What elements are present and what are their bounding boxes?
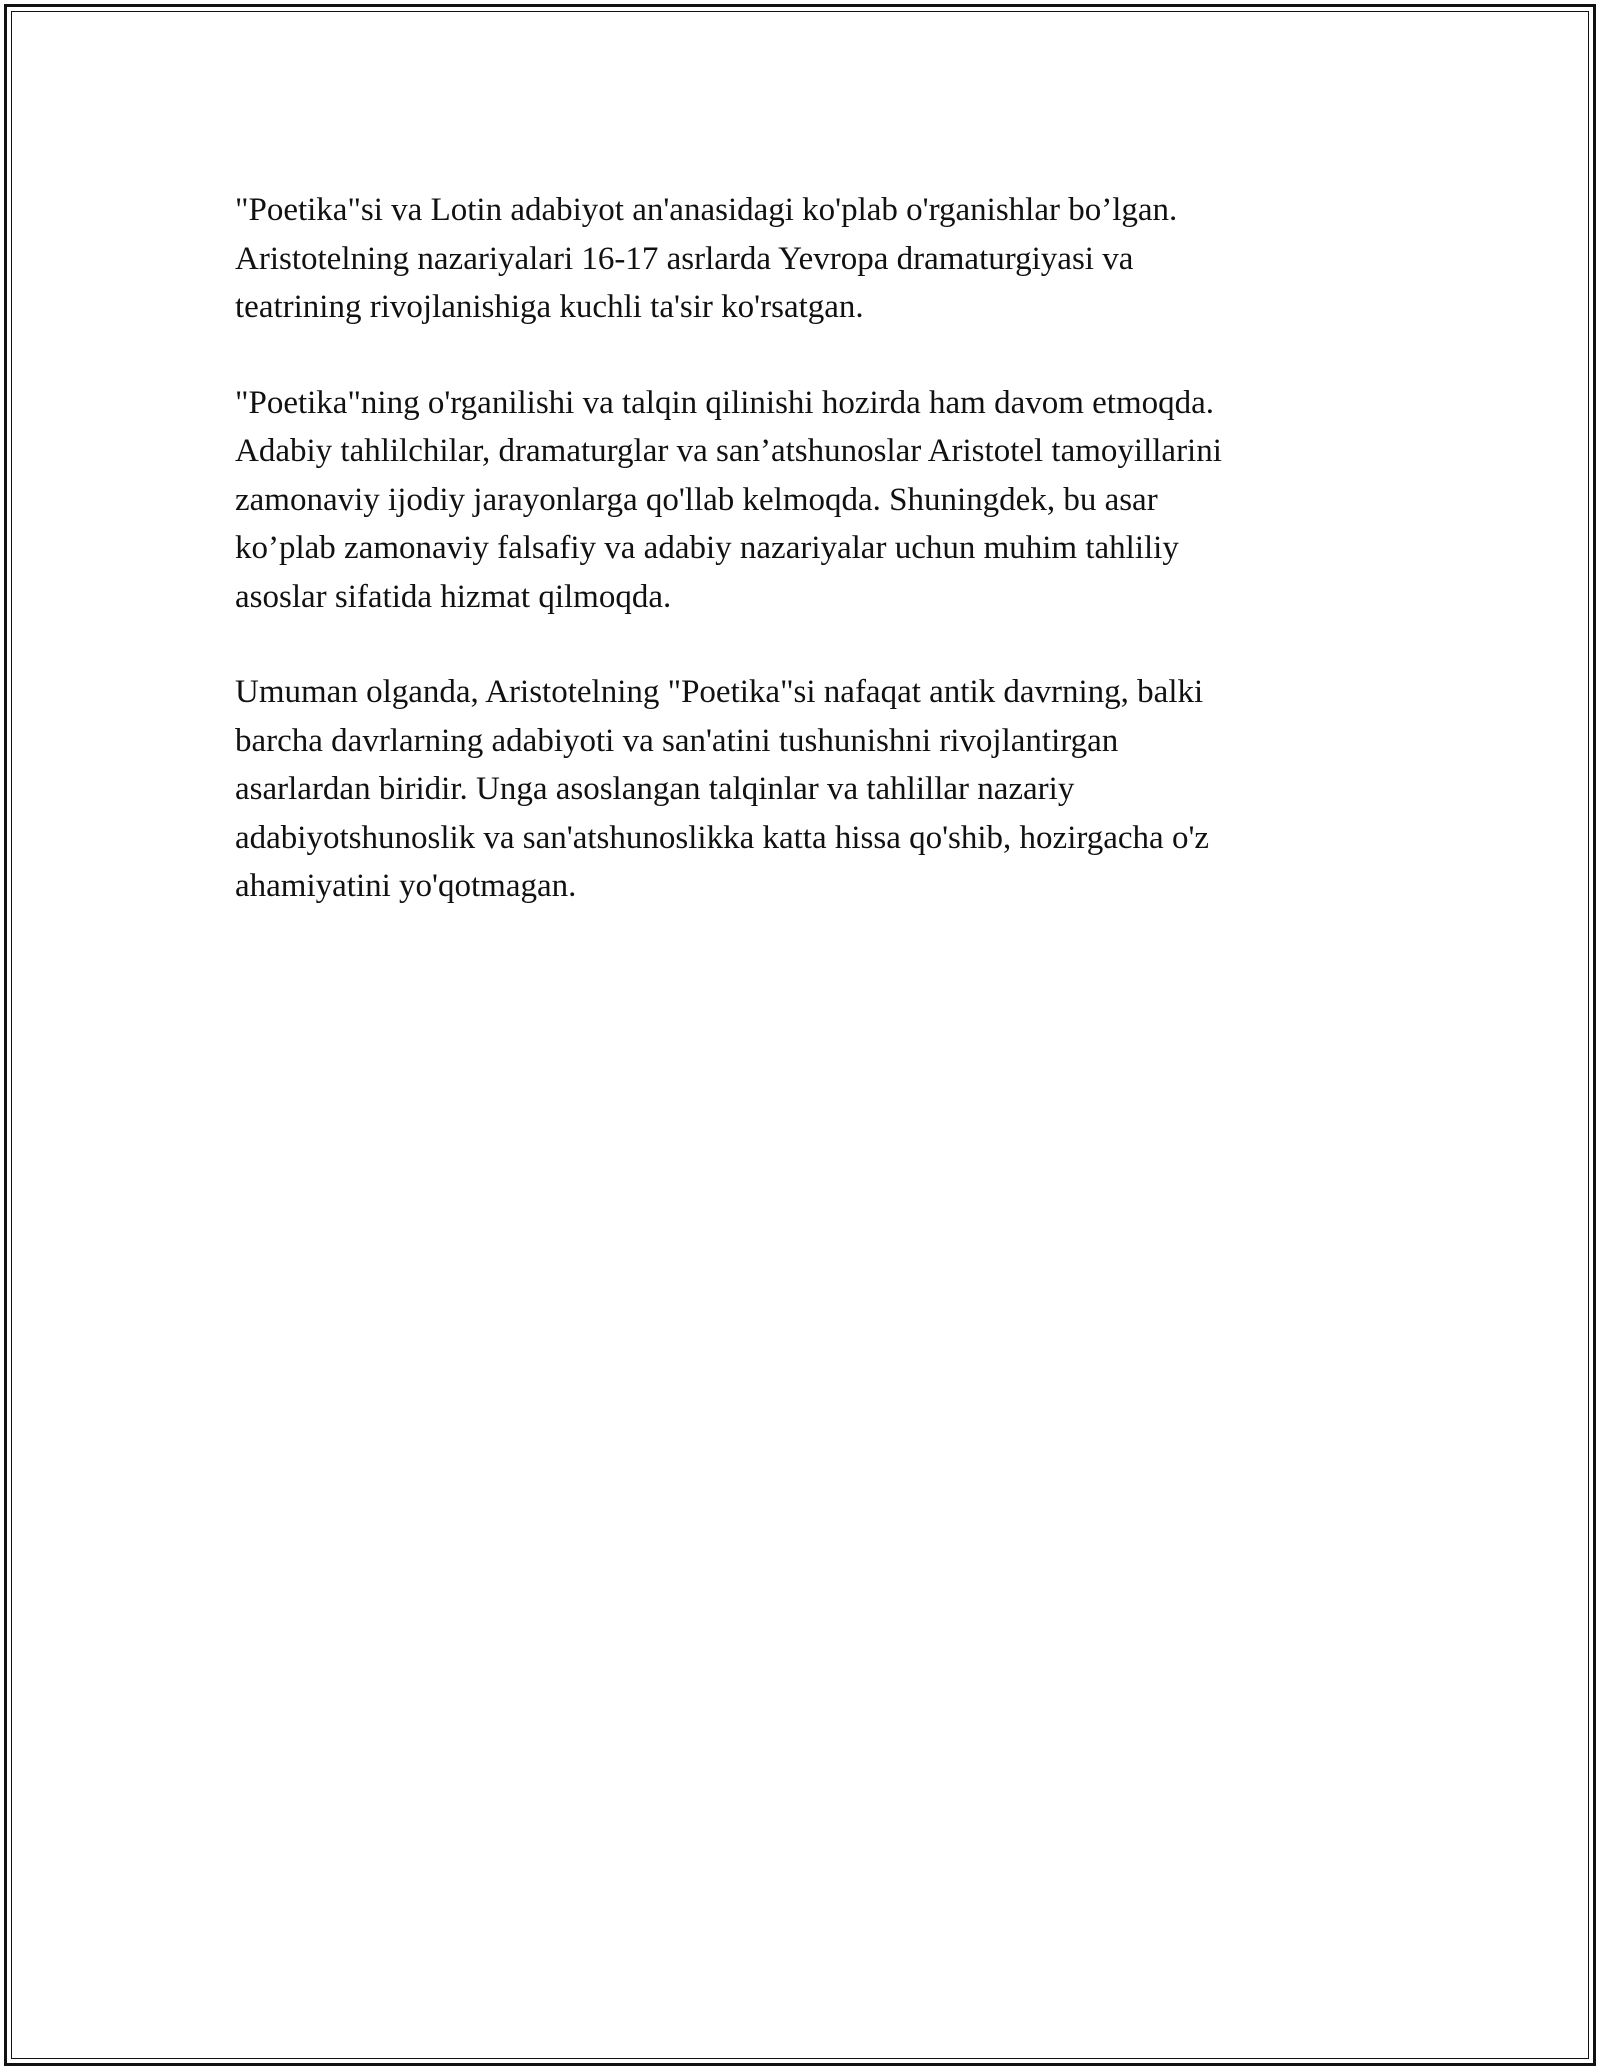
text-line: adabiyotshunoslik va san'atshunoslikka katta hissa qo'shib, hozirgacha o'z: [235, 819, 1210, 856]
text-line: zamonaviy ijodiy jarayonlarga qo'llab kelmoqda. Shuningdek, bu asar: [235, 481, 1158, 518]
text-line: ko’plab zamonaviy falsafiy va adabiy nazariyalar uchun muhim tahliliy: [235, 530, 1179, 566]
text-line: Aristotelning nazariyalari 16-17 asrlarda Yevropa dramaturgiyasi va: [235, 240, 1134, 277]
text-line: asoslar sifatida hizmat qilmoqda.: [235, 578, 672, 615]
text-line: teatrining rivojlanishiga kuchli ta'sir ko'rsatgan.: [235, 289, 864, 325]
paragraph-2: [235, 379, 1365, 622]
text-line: "Poetika"ning o'rganilishi va talqin qilinishi hozirda ham davom etmoqda.: [235, 384, 1215, 421]
text-line: "Poetika"si va Lotin adabiyot an'anasidagi ko'plab o'rganishlar bo’lgan.: [235, 192, 1178, 228]
text-line: ahamiyatini yo'qotmagan.: [235, 868, 577, 904]
paragraph-3: [235, 668, 1365, 911]
text-line: asarlardan biridir. Unga asoslangan talqinlar va tahlillar nazariy: [235, 771, 1075, 807]
paragraph-1: [235, 186, 1365, 332]
text-line: Umuman olganda, Aristotelning "Poetika"si nafaqat antik davrning, balki: [235, 674, 1204, 710]
text-line: Adabiy tahlilchilar, dramaturglar va san’atshunoslar Aristotel tamoyillarini: [235, 433, 1222, 469]
text-line: barcha davrlarning adabiyoti va san'atini tushunishni rivojlantirgan: [235, 722, 1119, 759]
document-body: [235, 186, 1365, 958]
